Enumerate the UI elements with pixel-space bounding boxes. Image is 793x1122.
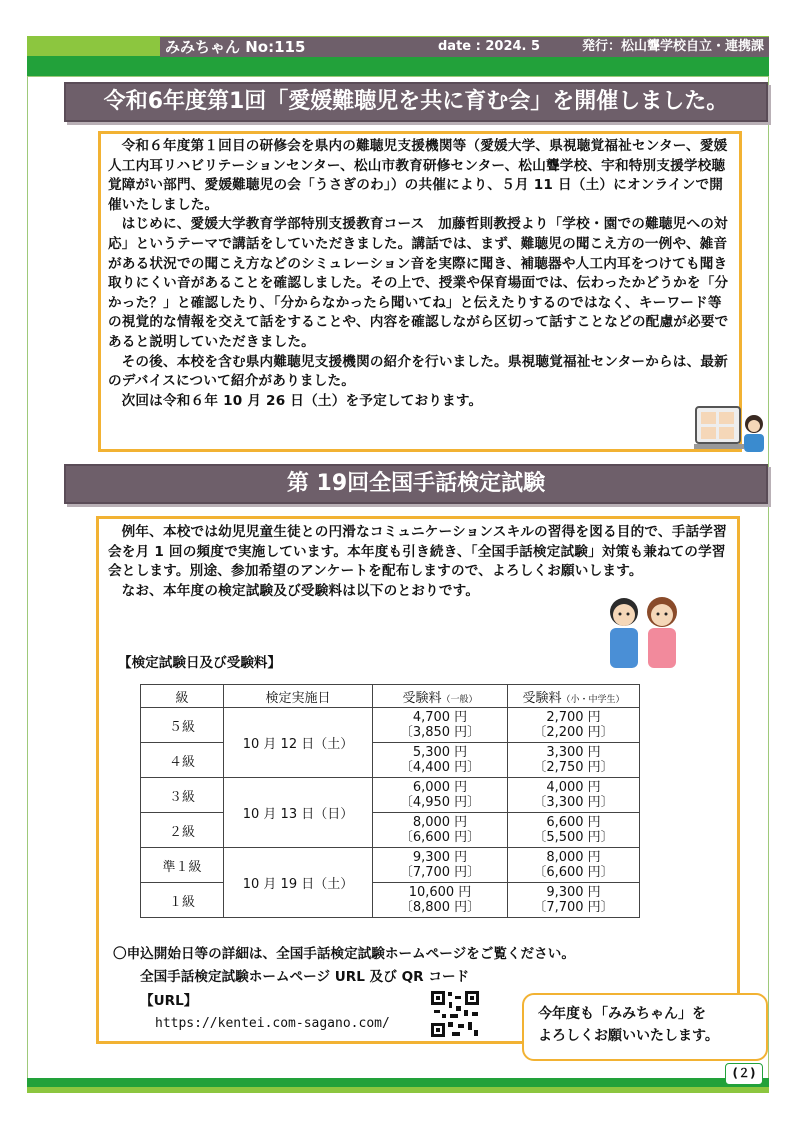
col-fee-student (508, 685, 640, 708)
fee-sub: 〔7,700 円〕 (533, 900, 614, 915)
grade-cell: ２級 (141, 813, 224, 848)
fee-student-cell (508, 743, 640, 778)
fee: 4,000 円 (546, 780, 601, 795)
col-grade: 級 (141, 685, 224, 708)
paragraph: なお、本年度の検定試験及び受験料は以下のとおりです。 (121, 582, 480, 599)
fee-sub: 〔3,850 円〕 (399, 725, 481, 740)
fee-sub: 〔3,300 円〕 (533, 795, 614, 810)
fee: 4,700 円 (412, 710, 468, 725)
fee-sub: 〔4,400 円〕 (399, 760, 481, 775)
fee-general-cell (373, 708, 508, 743)
fee: 8,000 円 (546, 850, 601, 865)
fee-general-cell (373, 848, 508, 883)
table-row (141, 813, 640, 848)
homepage-label: 全国手話検定試験ホームページ URL 及び QR コード (140, 969, 470, 985)
col-date: 検定実施日 (224, 685, 373, 708)
page-number: (２) (725, 1063, 763, 1085)
url-label: 【URL】 (140, 993, 198, 1009)
sign-exam-text (108, 523, 733, 601)
fee-student-cell (508, 778, 640, 813)
table-row (141, 883, 640, 918)
fee: 8,000 円 (412, 815, 468, 830)
fee-student-cell (508, 708, 640, 743)
exam-homepage-link[interactable]: https://kentei.com-sagano.com/ (155, 1016, 390, 1031)
fee: 9,300 円 (546, 885, 601, 900)
date-cell: 10 月 13 日（日） (224, 778, 373, 848)
paragraph: 次回は令和６年 10 月 26 日（土）を予定しております。 (121, 392, 483, 409)
section-title-sign-exam: 第 19回全国手話検定試験 (64, 464, 768, 504)
fee: 9,300 円 (412, 850, 468, 865)
newsletter-brand: みみちゃん No:115 (165, 38, 306, 56)
fee-sub: 〔8,800 円〕 (399, 900, 481, 915)
fee: 10,600 円 (408, 885, 472, 900)
sign-language-illustration (604, 596, 684, 672)
fee-sub: 〔2,750 円〕 (533, 760, 614, 775)
apply-note: 〇申込開始日等の詳細は、全国手話検定試験ホームページをご覧ください。 (113, 946, 575, 962)
fee-general-cell (373, 778, 508, 813)
header-sub: （小・中学生） (561, 694, 625, 705)
col-fee-general (373, 685, 508, 708)
fee: 6,600 円 (546, 815, 601, 830)
paragraph: 例年、本校では幼児児童生徒との円滑なコミュニケーションスキルの習得を図る目的で、手話学習会を月 1 回の頻度で実施しています。本年度も引き続き、「全国手話検定試験」対策も兼ねての学習会とします。別途、参加希望のアンケートを配布しますので、よろしくお願いします。 (108, 524, 727, 580)
section-title-meeting: 令和6年度第1回「愛媛難聴児を共に育む会」を開催しました。 (64, 82, 768, 122)
date-cell: 10 月 19 日（土） (224, 848, 373, 918)
publisher: 発行：松山聾学校自立・連携課 (582, 39, 765, 54)
greeting-line: 今年度も「みみちゃん」を (538, 1006, 706, 1022)
paragraph: その後、本校を含む県内難聴児支援機関の紹介を行いました。県視聴覚福祉センターからは、最新のデバイスについて紹介がありました。 (108, 353, 728, 390)
paragraph: はじめに、愛媛大学教育学部特別支援教育コース 加藤哲則教授より「学校・園での難聴児への対応」というテーマで講話をしていただきました。講話では、まず、難聴児の聞こえ方の一例や、雑音がある状況での聞こえ方などのシミュレーション音を実際に聞き、補聴器や人工内耳をつけても聞き取りにくい音があることを確認しました。その上で、授業や保育場面では、伝わったかどうかを「分かった？」と確認したり、「分からなかったら聞いてね」と伝えたりするのではなく、キーワード等の視覚的な情報を交えて話をすることや、内容を確認しながら区切って話すことなどの配慮が必要であると説明していただきました。 (108, 216, 729, 350)
fee: 6,000 円 (412, 780, 468, 795)
greeting-text (538, 1003, 719, 1047)
fee-student-cell (508, 813, 640, 848)
grade-cell: ４級 (141, 743, 224, 778)
fee-general-cell (373, 813, 508, 848)
qr-code-icon[interactable] (430, 990, 480, 1038)
grade-cell: １級 (141, 883, 224, 918)
fee-student-cell (508, 883, 640, 918)
paragraph: 令和６年度第１回目の研修会を県内の難聴児支援機関等（愛媛大学、県視聴覚福祉センター、愛媛人工内耳リハビリテーションセンター、松山市教育研修センター、松山聾学校、宇和特別支援学校聴覚障がい部門、愛媛難聴児の会「うさぎのわ」）の共催により、５月 11 日（土）にオンラインで開催いたしました。 (108, 138, 728, 213)
table-header-row (141, 685, 640, 708)
fee-general-cell (373, 883, 508, 918)
footer-band-light (27, 1087, 769, 1093)
meeting-report-text (108, 137, 733, 411)
fee: 2,700 円 (546, 710, 601, 725)
table-row (141, 778, 640, 813)
fee-sub: 〔4,950 円〕 (399, 795, 481, 810)
fee-sub: 〔2,200 円〕 (533, 725, 614, 740)
fee-student-cell (508, 848, 640, 883)
header-text: 受験料 (522, 690, 562, 706)
header-band-dark (27, 56, 769, 76)
exam-fee-table (140, 684, 640, 918)
footer-band (27, 1078, 769, 1087)
fee-sub: 〔5,500 円〕 (533, 830, 614, 845)
table-row (141, 848, 640, 883)
grade-cell: ３級 (141, 778, 224, 813)
grade-cell: 準１級 (141, 848, 224, 883)
online-meeting-illustration (694, 404, 768, 456)
grade-cell: ５級 (141, 708, 224, 743)
table-row (141, 743, 640, 778)
table-label: 【検定試験日及び受験料】 (118, 655, 282, 671)
fee-sub: 〔7,700 円〕 (399, 865, 481, 880)
fee: 5,300 円 (412, 745, 468, 760)
fee-sub: 〔6,600 円〕 (533, 865, 614, 880)
fee-general-cell (373, 743, 508, 778)
greeting-line: よろしくお願いいたします。 (538, 1028, 719, 1044)
issue-date: date : 2024. 5 (438, 39, 541, 54)
table-row (141, 708, 640, 743)
header-text: 受験料 (402, 690, 442, 706)
fee: 3,300 円 (546, 745, 601, 760)
date-cell: 10 月 12 日（土） (224, 708, 373, 778)
fee-sub: 〔6,600 円〕 (399, 830, 481, 845)
header-sub: （一般） (441, 694, 478, 705)
